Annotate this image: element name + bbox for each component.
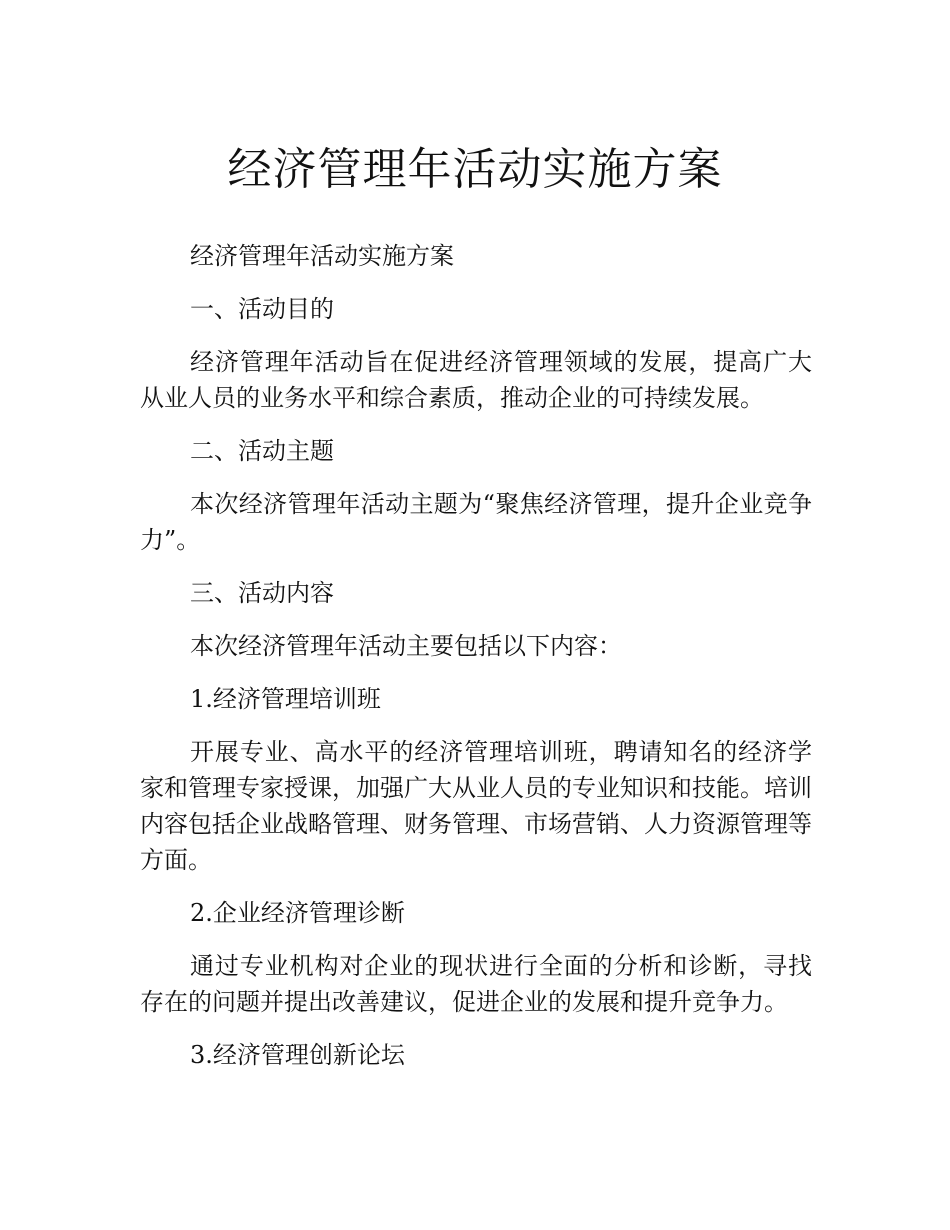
paragraph-purpose: 经济管理年活动旨在促进经济管理领域的发展，提高广大从业人员的业务水平和综合素质，推动企业的可持续发展。 xyxy=(140,348,812,412)
document-body xyxy=(140,238,812,1073)
paragraph-training: 开展专业、高水平的经济管理培训班，聘请知名的经济学家和管理专家授课，加强广大从业人员的专业知识和技能。培训内容包括企业战略管理、财务管理、市场营销、人力资源管理等方面。 xyxy=(140,738,812,874)
paragraph-diagnosis: 通过专业机构对企业的现状进行全面的分析和诊断，寻找存在的问题并提出改善建议，促进企业的发展和提升竞争力。 xyxy=(140,952,812,1016)
document-title: 经济管理年活动实施方案 xyxy=(227,144,723,195)
heading-content: 三、活动内容 xyxy=(190,579,334,607)
subheading-training: 1.经济管理培训班 xyxy=(190,685,381,713)
paragraph-theme: 本次经济管理年活动主题为“聚焦经济管理，提升企业竞争力”。 xyxy=(140,490,812,554)
paragraph-intro-title: 经济管理年活动实施方案 xyxy=(190,242,454,270)
subheading-forum: 3.经济管理创新论坛 xyxy=(190,1041,405,1069)
subheading-diagnosis: 2.企业经济管理诊断 xyxy=(190,899,405,927)
paragraph-content-intro: 本次经济管理年活动主要包括以下内容： xyxy=(190,632,622,660)
heading-purpose: 一、活动目的 xyxy=(190,295,334,323)
heading-theme: 二、活动主题 xyxy=(190,437,334,465)
